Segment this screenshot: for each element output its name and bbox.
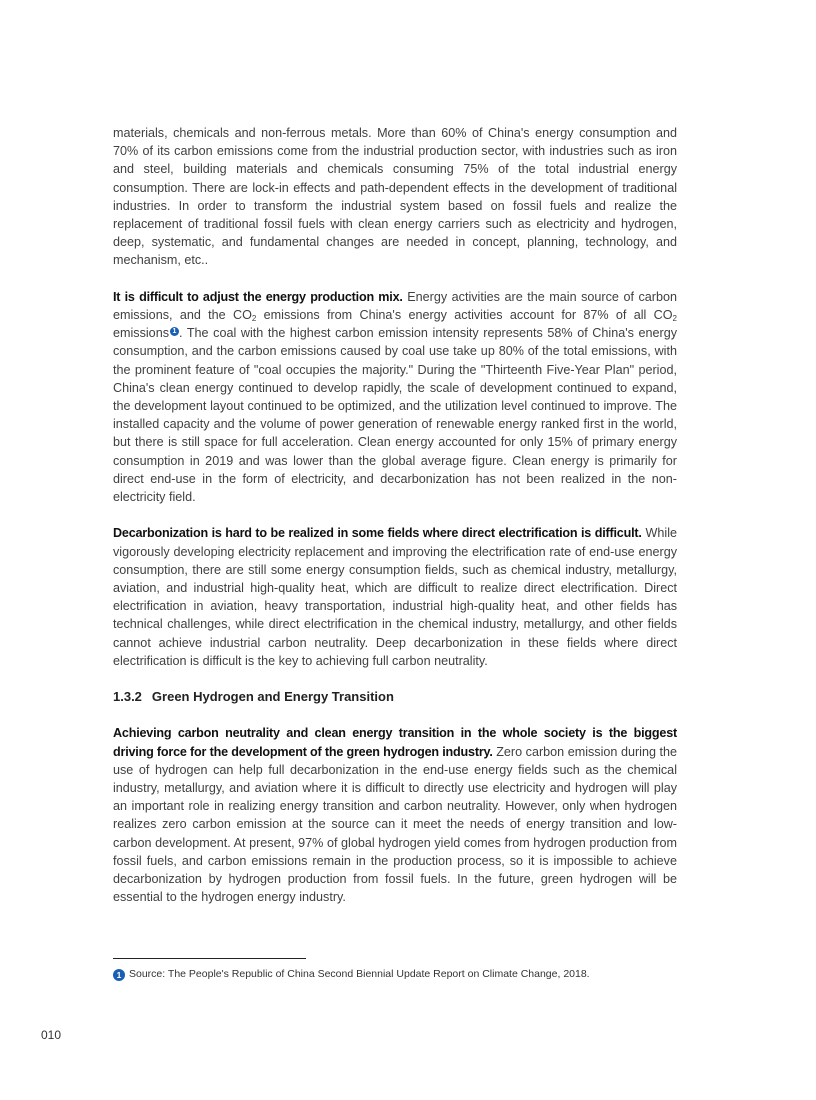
- paragraph-text: While vigorously developing electricity replacement and improving the electrification rate of end-use energy consumption, there are still some energy consumption fields, such as chemical industry, metallurgy, aviation, and industrial high-quality heat, which are difficult to realize direct electrification. Direct electrification in aviation, heavy transportation, industrial high-quality heat, and other fields has technical challenges, while direct electrification in the chemical industry, metallurgy, and other fields cannot achieve industrial carbon neutrality. Deep decarbonization in these fields where direct electrification is difficult is the key to achieving full carbon neutrality.: [113, 526, 677, 668]
- paragraph-green-hydrogen: [113, 724, 677, 906]
- section-heading: [113, 688, 677, 706]
- subscript: 2: [251, 314, 257, 324]
- paragraph-lead: Decarbonization is hard to be realized in some fields where direct electrification is difficult.: [113, 526, 642, 541]
- section-number: 1.3.2: [113, 689, 142, 705]
- section-title: Green Hydrogen and Energy Transition: [151, 689, 394, 705]
- footnote-marker-icon: 1: [113, 969, 125, 981]
- paragraph-text: emissions: [113, 326, 169, 341]
- footnote-reference[interactable]: 1: [170, 327, 179, 336]
- footnote-divider: [113, 958, 306, 959]
- page-number: 010: [41, 1028, 62, 1042]
- paragraph-energy-production-mix: [113, 288, 677, 506]
- paragraph-industrial-sector: materials, chemicals and non-ferrous metals. More than 60% of China's energy consumption and 70% of its carbon emissions come from the industrial production sector, with industries such as iron and steel, building materials and chemicals consuming 75% of the total industrial energy consumption. There are lock-in effects and path-dependent effects in the development of traditional industries. In order to transform the industrial system based on fossil fuels and realize the replacement of traditional fossil fuels with clean energy carriers such as electricity and hydrogen, deep, systematic, and fundamental changes are needed in concept, planning, technology, and mechanism, etc..: [113, 126, 677, 268]
- subscript: 2: [672, 314, 677, 324]
- page-content: [113, 124, 677, 906]
- paragraph-lead: It is difficult to adjust the energy production mix.: [113, 289, 403, 304]
- paragraph-text: emissions from China's energy activities account for 87% of all CO: [256, 308, 673, 323]
- paragraph-text: Zero carbon emission during the use of hydrogen can help full decarbonization in the end-use energy fields such as the chemical industry, metallurgy, and aviation where it is difficult to directly use electricity and hydrogen will play an important role in realizing energy transition and carbon neutrality. However, only when hydrogen realizes zero carbon emission at the source can it meet the needs of energy transition and low-carbon development. At present, 97% of global hydrogen yield comes from hydrogen production from fossil fuels, and carbon emissions remain in the production process, so it is impossible to achieve decarbonization by hydrogen production from fossil fuels. In the future, green hydrogen will be essential to the hydrogen energy industry.: [113, 744, 677, 905]
- footnote-text: Source: The People's Republic of China Second Biennial Update Report on Climate Change, 2018.: [129, 968, 590, 980]
- footnote: [113, 967, 590, 981]
- paragraph-text: Energy activities are the main source of carbon emissions, and the CO: [113, 289, 677, 323]
- paragraph-decarbonization: [113, 524, 677, 670]
- paragraph-lead: Achieving carbon neutrality and clean energy transition in the whole society is the biggest driving force for the development of the green hydrogen industry.: [113, 726, 677, 759]
- paragraph-text: . The coal with the highest carbon emission intensity represents 58% of China's energy consumption, and the carbon emissions caused by coal use take up 80% of the total emissions, with the prominent feature of "coal occupies the majority." During the "Thirteenth Five-Year Plan" period, China's clean energy continued to develop rapidly, the scale of development continued to expand, the development layout continued to be optimized, and the utilization level continued to improve. The installed capacity and the volume of power generation of renewable energy ranked first in the world, but there is still space for full acceleration. Clean energy accounted for only 15% of primary energy consumption in 2019 and was lower than the global average figure. Clean energy is primarily for direct end-use in the form of electricity, and decarbonization has not been realized in the non-electricity field.: [113, 326, 677, 505]
